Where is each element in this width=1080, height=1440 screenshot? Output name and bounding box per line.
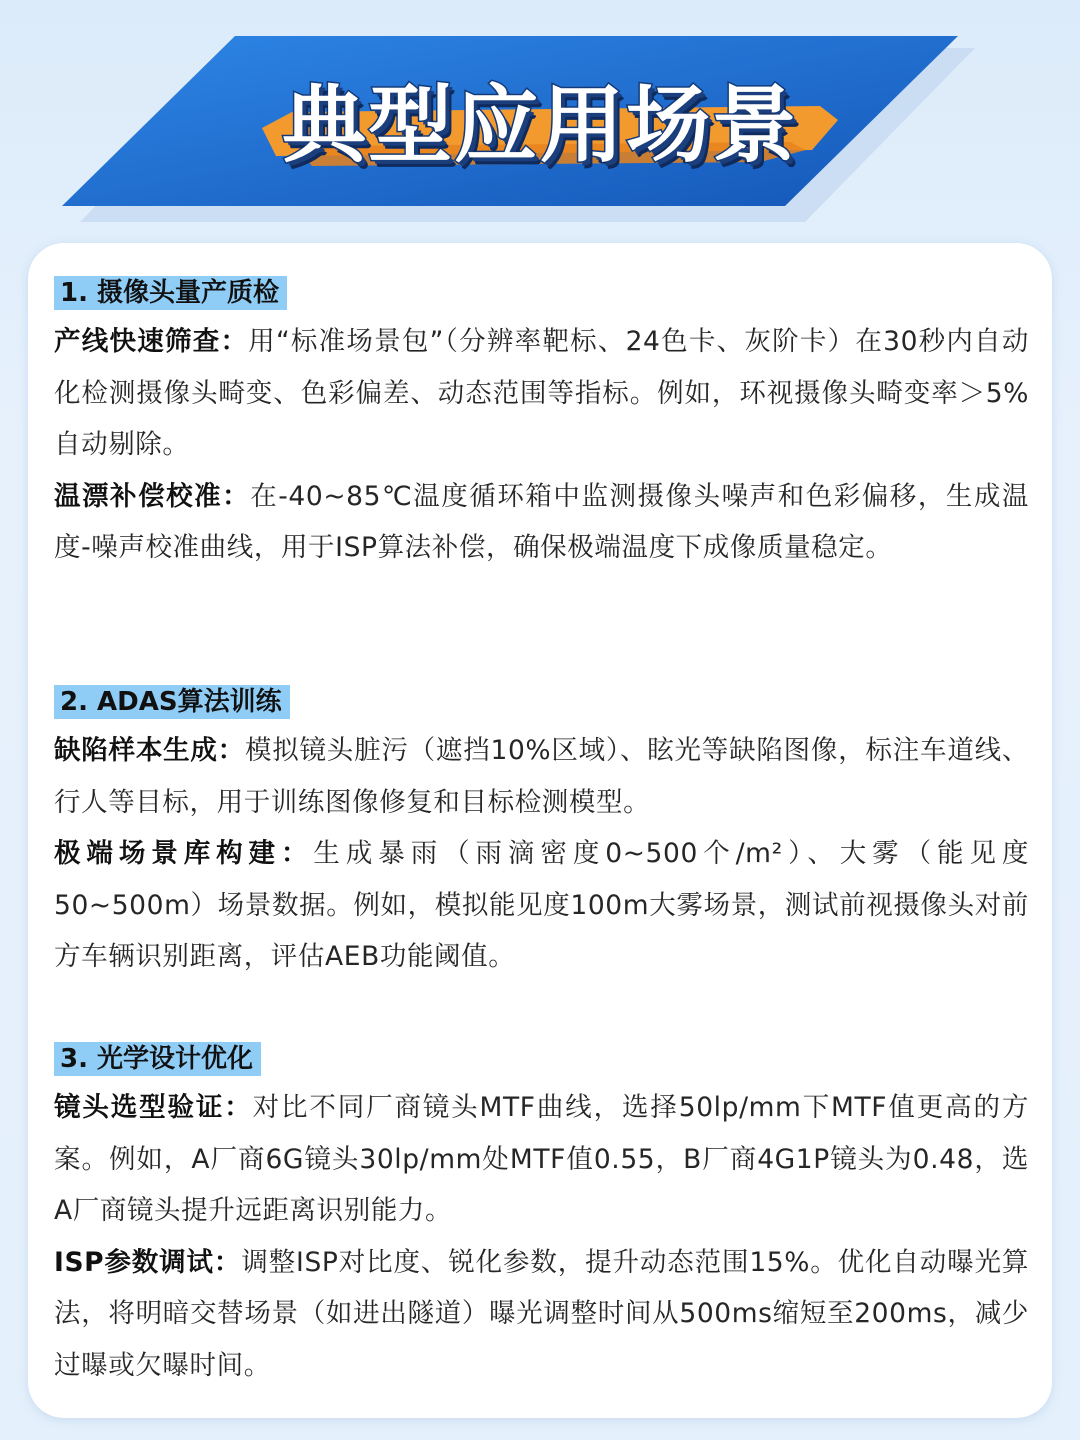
header-banner bbox=[0, 0, 1080, 230]
paragraph-defect-samples bbox=[54, 725, 1029, 828]
paragraph-lens-selection bbox=[54, 1082, 1029, 1237]
paragraph-text: 生成暴雨（雨滴密度0~500个/m²）、大雾（能见度50~500m）场景数据。例如，模拟能见度100m大雾场景，测试前视摄像头对前方车辆识别距离，评估AEB功能阈值。 bbox=[54, 838, 1029, 972]
content-card bbox=[28, 243, 1052, 1418]
paragraph-lead: 缺陷样本生成： bbox=[54, 735, 245, 766]
paragraph-lead: 镜头选型验证： bbox=[54, 1092, 253, 1123]
paragraph-temp-drift bbox=[54, 471, 1029, 574]
paragraph-lead: 温漂补偿校准： bbox=[54, 480, 251, 512]
paragraph-lead: 产线快速筛查： bbox=[54, 326, 249, 357]
section-optical-design bbox=[54, 1042, 1029, 1391]
paragraph-text: 用“标准场景包”（分辨率靶标、24色卡、灰阶卡）在30秒内自动化检测摄像头畸变、色彩偏差、动态范围等指标。例如，环视摄像头畸变率＞5%自动剔除。 bbox=[54, 326, 1030, 460]
paragraph-lead: ISP参数调试： bbox=[54, 1246, 242, 1278]
paragraph-text: 在-40~85℃温度循环箱中监测摄像头噪声和色彩偏移，生成温度-噪声校准曲线，用于ISP算法补偿，确保极端温度下成像质量稳定。 bbox=[54, 480, 1030, 563]
paragraph-text: 对比不同厂商镜头MTF曲线，选择50lp/mm下MTF值更高的方案。例如，A厂商6G镜头30lp/mm处MTF值0.55，B厂商4G1P镜头为0.48，选A厂商镜头提升远距离识别能力。 bbox=[54, 1092, 1030, 1226]
paragraph-text: 模拟镜头脏污（遮挡10%区域）、眩光等缺陷图像，标注车道线、行人等目标，用于训练图像修复和目标检测模型。 bbox=[54, 735, 1029, 818]
paragraph-isp-tuning bbox=[54, 1237, 1029, 1392]
page-title: 典型应用场景 bbox=[281, 76, 798, 174]
paragraph-lead: 极端场景库构建： bbox=[54, 838, 314, 869]
paragraph-text: 调整ISP对比度、锐化参数，提升动态范围15%。优化自动曝光算法，将明暗交替场景（如进出隧道）曝光调整时间从500ms缩短至200ms，减少过曝或欠曝时间。 bbox=[54, 1246, 1030, 1381]
section-title: 1. 摄像头量产质检 bbox=[54, 276, 287, 310]
section-title: 2. ADAS算法训练 bbox=[54, 685, 290, 719]
paragraph-line-screening bbox=[54, 316, 1029, 471]
paragraph-extreme-scenes bbox=[54, 828, 1029, 983]
section-adas-training bbox=[54, 685, 1029, 983]
section-title: 3. 光学设计优化 bbox=[54, 1042, 261, 1076]
section-camera-qc bbox=[54, 276, 1029, 574]
